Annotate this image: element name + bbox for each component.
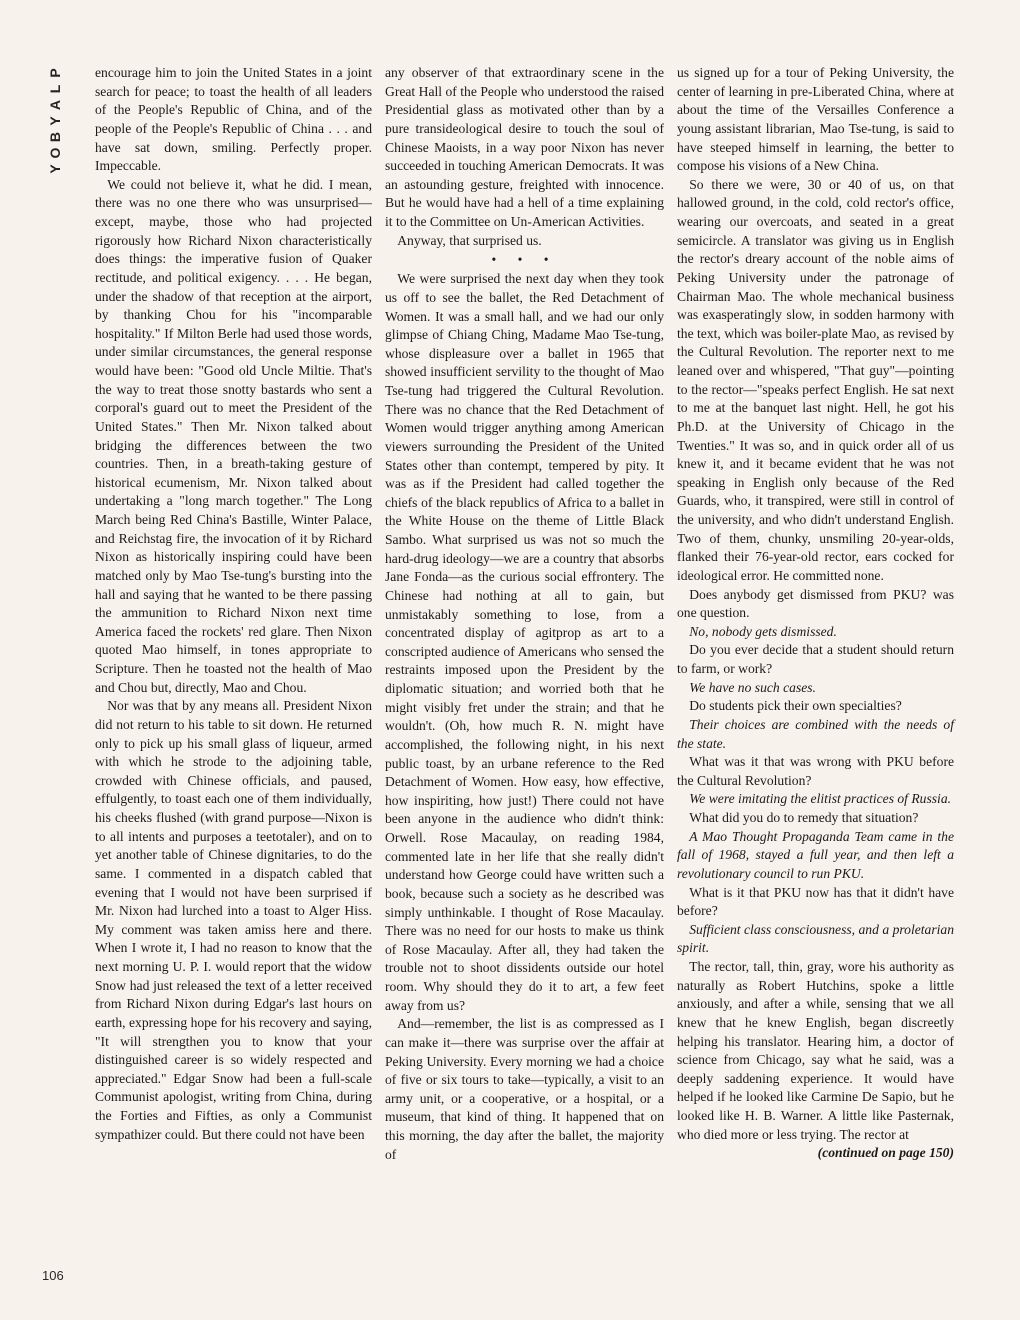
interview-answer: Their choices are combined with the needs of the state.: [677, 716, 954, 751]
logo-letter-o: O: [47, 147, 63, 159]
section-break-dots: • • •: [491, 252, 558, 268]
text-column-3: [677, 64, 954, 1163]
interview-question: What did you do to remedy that situation?: [689, 810, 919, 825]
paragraph: The rector, tall, thin, gray, wore his authority as naturally as Robert Hutchins, spoke a little anxiously, and after a while, sensing that we all knew that he knew English, began discreetly helping his translator. Hearing him, a doctor of science from Chicago, say what he said, was a deeply saddening experience. It would have helped if he looked like Carmine De Sapio, but he looked like H. B. Warner. A little like Pasternak, who died more or less trying. The rector at: [677, 959, 954, 1142]
paragraph: So there we were, 30 or 40 of us, on that hallowed ground, in the cold, cold rector's office, wearing our overcoats, and seated in a great semicircle. A translator was giving us in English the rector's dreary account of the noble aims of Peking University under the patronage of Chairman Mao. The whole mechanical business was exasperatingly slow, in sodden harmony with the text, which was boiler-plate Mao, as revised by the Cultural Revolution. The reporter next to me leaned over and whispered, "That guy"—pointing to the rector—"speaks perfect English. He sat next to me at the banquet last night. Hell, he got his Ph.D. at the University of Chicago in the Twenties." It was so, and in quick order all of us knew it, and it became evident that he was not speaking in English only because of the Red Guards, who, it transpired, were still in control of the university, and who didn't understand English. Two of them, chunky, unsmiling 20-year-olds, flanked their 76-year-old rector, ears cocked for ideological error. He committed none.: [677, 176, 954, 583]
interview-answer: A Mao Thought Propaganda Team came in the fall of 1968, stayed a full year, and then left a revolutionary council to run PKU.: [677, 828, 954, 881]
interview-answer: We were imitating the elitist practices of Russia.: [689, 791, 952, 807]
paragraph: us signed up for a tour of Peking University, the center of learning in pre-Liberated China, where at about the time of the Versailles Conference a young assistant librarian, Mao Tse-tung, is said to have steeped himself in learning, the better to compose his visions of a New China.: [677, 65, 954, 174]
paragraph: We were surprised the next day when they took us off to see the ballet, the Red Detachment of Women. It was a small hall, and we had our only glimpse of Chiang Ching, Madame Mao Tse-tung, whose displeasure over a ballet in 1965 that showed insufficient servility to the thought of Mao Tse-tung had triggered the Cultural Revolution. There was no chance that the Red Detachment of Women would trigger anything among American viewers surrounding the President of the United States other than contempt, tempered by pity. It was as if the President had called together the chiefs of the black republics of Africa to a ballet in the White House on the theme of Little Black Sambo. What surprised us was not so much the hard-drug ideology—we are a country that absorbs Jane Fonda—as the curious social effrontery. The Chinese had nothing at all to gain, but unmistakably something to lose, from a concentrated display of agitprop as art to a conscripted audience of Americans who sensed the restraints imposed upon the President by the diplomatic situation; and worried both that he might visibly fret under the strain; and that he wouldn't. (Oh, how much R. N. might have accomplished, the following night, in his next public toast, by an urbane reference to the Red Detachment of Women. How easy, how effective, how inspiriting, how just!) There could not have been anyone in the audience who didn't think: Orwell. Rose Macaulay, on reading 1984, commented late in her life that she really didn't understand how George could have written such a book, because such a society as he described was simply unthinkable. I thought of Rose Macaulay. There was no need for our hosts to make us think of Rose Macaulay. After all, they had taken the trouble not to shoot dissidents outside our hotel room. Why should they do it to art, a few feet away from us?: [385, 271, 664, 1013]
interview-question: Does anybody get dismissed from PKU? was one question.: [677, 586, 954, 621]
paragraph: Anyway, that surprised us.: [397, 232, 542, 248]
text-column-2: [385, 64, 664, 1164]
paragraph: encourage him to join the United States in a joint search for peace; to toast the health of all leaders of the People's Republic of China, and of the people of the People's Republic of China . . . and have sat down, smiling. Perfectly proper. Impeccable.: [95, 65, 372, 174]
logo-letter-b: B: [47, 131, 63, 143]
interview-answer: Sufficient class consciousness, and a proletarian spirit.: [677, 921, 954, 956]
interview-answer: We have no such cases.: [689, 679, 816, 695]
paragraph: And—remember, the list is as compressed as I can make it—there was surprise over the affair at Peking University. Every morning we had a choice of five or six tours to take—typically, a visit to an army unit, or a cooperative, or a hospital, or a museum, that kind of thing. It happened that on this morning, the day after the ballet, the majority of: [385, 1016, 664, 1162]
interview-answer: No, nobody gets dismissed.: [689, 623, 837, 639]
logo-letter-p: P: [47, 68, 63, 78]
logo-letter-l: L: [47, 84, 63, 94]
continued-on-page-note: (continued on page 150): [817, 1145, 954, 1161]
interview-question: Do students pick their own specialties?: [689, 698, 902, 714]
text-column-1: [95, 64, 372, 1144]
logo-letter-a: A: [47, 99, 63, 111]
paragraph: any observer of that extraordinary scene in the Great Hall of the People who understood the raised Presidential glass as motivated other than by a pure transideological desire to touch the soul of Chinese Maoists, in a way poor Nixon has never succeeded in touching American Democrats. It was an astounding gesture, freighted with innocence. But he would have had a hell of a time explaining it to the Committee on Un-American Activities.: [385, 65, 664, 229]
interview-question: What was it that was wrong with PKU before the Cultural Revolution?: [677, 754, 954, 788]
interview-question: Do you ever decide that a student should return to farm, or work?: [677, 642, 954, 676]
logo-letter-y2: Y: [47, 164, 63, 174]
logo-letter-y: Y: [47, 116, 63, 126]
playboy-logotype: [40, 62, 70, 174]
interview-question: What is it that PKU now has that it didn't have before?: [677, 884, 954, 919]
page-number: 106: [42, 1268, 64, 1283]
paragraph: Nor was that by any means all. President Nixon did not return to his table to sit down. He returned only to pick up his small glass of liqueur, armed with which he strode to the adjoining table, crowded with Chinese officials, and paused, effulgently, to toast each one of them individually, his cheeks flushed (with grand purpose—Nixon is to all intents and purposes a teetotaler), and on to yet another table of Chinese dignitaries, to do the same. I commented in a dispatch cabled that evening that I would not have been surprised if Mr. Nixon had lurched into a toast to Alger Hiss. My comment was taken amiss here and there. When I wrote it, I had no reason to know that the next morning U. P. I. would report that the widow Snow had just released the text of a letter received from Richard Nixon during Edgar's last hours on earth, expressing hope for his recovery and saying, "It will strengthen you to know that your distinguished career is so widely respected and appreciated." Edgar Snow had been a full-scale Communist apologist, writing from China, during the Forties and Fifties, as only a Communist sympathizer could. But there could not have been: [95, 698, 372, 1142]
paragraph: We could not believe it, what he did. I mean, there was no one there who was unsurprised—except, maybe, those who had projected rigorously how Richard Nixon characteristically does things: the imperative fusion of Quaker rectitude, and political exigency. . . . He began, under the shadow of that reception at the airport, by thanking Chou for his "incomparable hospitality." If Milton Berle had used those words, under similar circumstances, the general response would have been: "Good old Uncle Miltie. That's the way to treat those snotty bastards who sent a corporal's guard out to meet the President of the United States." Then Mr. Nixon talked about bridging the differences between the two countries. Then, in a breath-taking gesture of historical ecumenism, Mr. Nixon talked about undertaking a "long march together." The Long March being Red China's Bastille, Winter Palace, and Reichstag fire, the invocation of it by Richard Nixon as historically inspiring could have been matched only by Mao Tse-tung's bursting into the hall and saying that he wanted to be there passing the ammunition to Richard Nixon next time America faced the rockets' red glare. Then Nixon quoted Mao himself, in tones appropriate to Scripture. Then he toasted not the health of Mao and Chou but, directly, Mao and Chou.: [95, 176, 372, 695]
